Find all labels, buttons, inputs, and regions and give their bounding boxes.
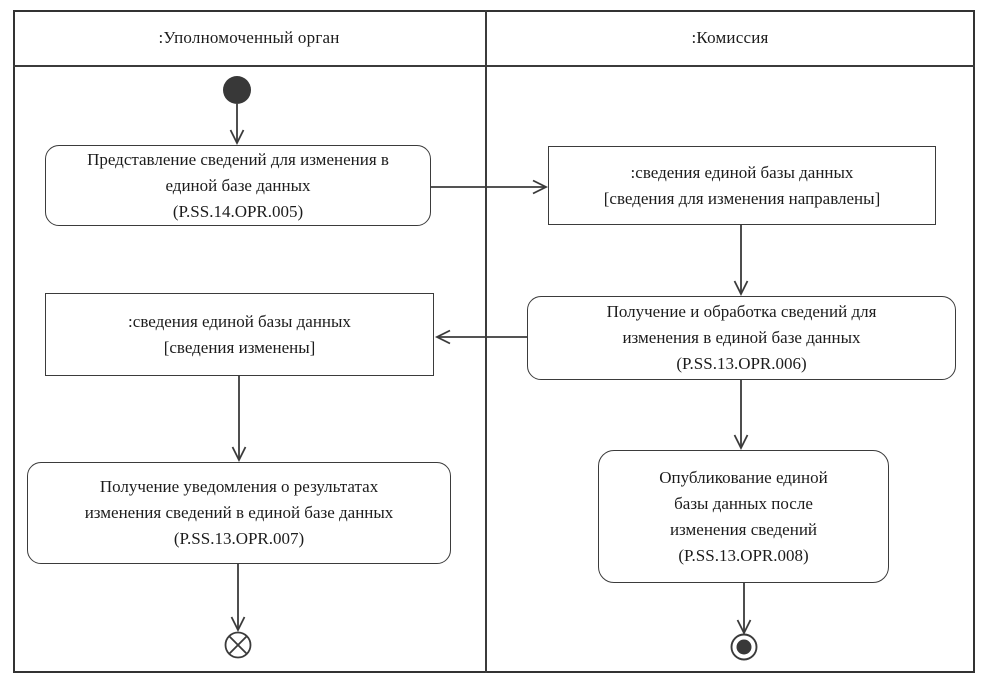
- lane-header-authorized-body: :Уполномоченный орган: [158, 28, 340, 47]
- lane-header-commission: :Комиссия: [691, 28, 769, 47]
- action-text-line: Опубликование единой: [659, 467, 828, 487]
- action-text-line: базы данных после: [674, 493, 813, 513]
- action-text-line: Получение и обработка сведений для: [606, 302, 877, 321]
- object-node-data-sent: [548, 146, 936, 225]
- action-code: (P.SS.13.OPR.008): [678, 545, 809, 565]
- action-code: (P.SS.13.OPR.007): [173, 529, 305, 548]
- action-node-pss13opr007: [27, 462, 451, 564]
- action-node-pss13opr006: [527, 296, 956, 380]
- object-state: [сведения для изменения направлены]: [603, 188, 881, 208]
- object-node-data-changed: [45, 293, 434, 376]
- action-node-pss14opr005: [45, 145, 431, 226]
- lane-divider: [485, 10, 487, 673]
- action-text-line: изменения сведений: [669, 519, 818, 539]
- action-code: (P.SS.13.OPR.006): [676, 354, 807, 373]
- action-text-line: изменения в единой базе данных: [622, 328, 861, 347]
- lane-header-separator: [13, 65, 975, 67]
- action-text-line: Представление сведений для изменения в: [87, 149, 389, 169]
- object-name: :сведения единой базы данных: [630, 162, 854, 182]
- action-node-pss13opr008: [598, 450, 889, 583]
- object-name: :сведения единой базы данных: [128, 311, 351, 331]
- action-text-line: изменения сведений в единой базе данных: [84, 503, 394, 522]
- object-state: [сведения изменены]: [163, 337, 316, 357]
- action-text-line: Получение уведомления о результатах: [99, 477, 379, 496]
- action-code: (P.SS.14.OPR.005): [172, 201, 304, 221]
- action-text-line: единой базе данных: [165, 175, 311, 195]
